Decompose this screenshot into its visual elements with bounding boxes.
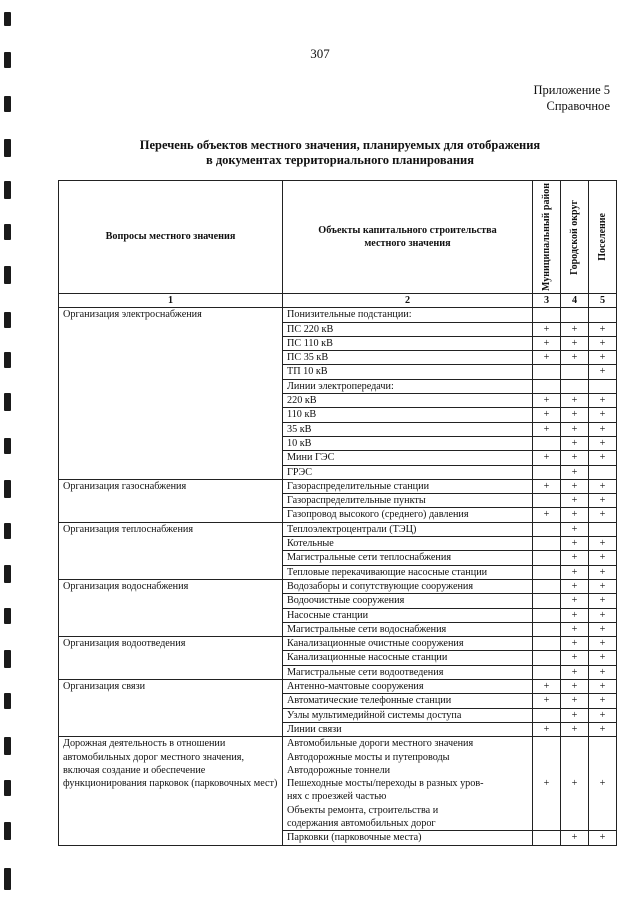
object-line: содержания автомобильных дорог (287, 817, 436, 829)
mark-cell: + (561, 651, 589, 665)
mark-cell (589, 465, 617, 479)
mark-cell: + (589, 608, 617, 622)
mark-cell (533, 622, 561, 636)
object-cell: ПС 220 кВ (283, 322, 533, 336)
mark-cell (533, 831, 561, 845)
mark-cell: + (589, 551, 617, 565)
object-cell: Тепловые перекачивающие насосные станции (283, 565, 533, 579)
mark-cell: + (589, 594, 617, 608)
mark-cell: + (589, 422, 617, 436)
mark-cell: + (561, 537, 589, 551)
mark-cell: + (589, 665, 617, 679)
object-cell: Магистральные сети теплоснабжения (283, 551, 533, 565)
mark-cell: + (589, 408, 617, 422)
object-cell: Водозаборы и сопутствующие сооружения (283, 579, 533, 593)
mark-cell: + (561, 708, 589, 722)
mark-cell (533, 522, 561, 536)
col-number: 1 (59, 294, 283, 308)
mark-cell: + (589, 651, 617, 665)
object-line: Автомобильные дороги местного значения (287, 738, 474, 750)
object-line: Пешеходные мосты/переходы в разных уров- (287, 778, 484, 790)
mark-cell: + (533, 394, 561, 408)
mark-cell: + (533, 322, 561, 336)
mark-cell: + (561, 665, 589, 679)
object-cell: Канализационные очистные сооружения (283, 637, 533, 651)
mark-cell (589, 522, 617, 536)
title-line1: Перечень объектов местного значения, планируемых для отображения (139, 138, 541, 152)
table-header-row (59, 181, 617, 294)
mark-cell: + (589, 394, 617, 408)
mark-cell: + (589, 537, 617, 551)
mark-cell: + (561, 608, 589, 622)
object-cell: 35 кВ (283, 422, 533, 436)
mark-cell: + (533, 694, 561, 708)
mark-cell: + (533, 351, 561, 365)
document-title (60, 138, 620, 168)
object-cell: ГРЭС (283, 465, 533, 479)
mark-cell: + (533, 479, 561, 493)
appendix-line2: Справочное (546, 99, 610, 113)
title-line2: в документах территориального планирования (205, 153, 475, 167)
mark-cell: + (589, 365, 617, 379)
mark-cell (533, 537, 561, 551)
object-cell: ПС 35 кВ (283, 351, 533, 365)
header-settlement: Поселение (589, 181, 617, 294)
table-row (59, 308, 617, 322)
question-cell: Организация водоотведения (59, 637, 283, 680)
mark-cell: + (589, 322, 617, 336)
table-body (59, 294, 617, 846)
mark-cell (533, 551, 561, 565)
mark-cell: + (561, 680, 589, 694)
object-cell: Линии электропередачи: (283, 379, 533, 393)
object-cell: ТП 10 кВ (283, 365, 533, 379)
header-city-district: Городской округ (561, 181, 589, 294)
mark-cell: + (561, 737, 589, 831)
mark-cell: + (589, 436, 617, 450)
mark-cell (533, 436, 561, 450)
mark-cell: + (561, 565, 589, 579)
mark-cell: + (561, 622, 589, 636)
table-row (59, 522, 617, 536)
question-cell: Организация теплоснабжения (59, 522, 283, 579)
mark-cell: + (561, 494, 589, 508)
mark-cell (533, 494, 561, 508)
column-numbers-row (59, 294, 617, 308)
col-number: 2 (283, 294, 533, 308)
header-objects: Объекты капитального строительства местного значения (283, 181, 533, 294)
appendix-line1: Приложение 5 (533, 83, 610, 97)
object-cell: 110 кВ (283, 408, 533, 422)
header-questions: Вопросы местного значения (59, 181, 283, 294)
question-cell: Дорожная деятельность в отношении автомобильных дорог местного значения, включая создание и обеспечение функционирования парковок (парковочных мест) (59, 737, 283, 845)
mark-cell: + (589, 508, 617, 522)
mark-cell: + (533, 722, 561, 736)
table-row (59, 737, 617, 831)
mark-cell (561, 379, 589, 393)
object-cell: Узлы мультимедийной системы доступа (283, 708, 533, 722)
mark-cell (561, 365, 589, 379)
mark-cell: + (589, 708, 617, 722)
mark-cell: + (533, 422, 561, 436)
mark-cell: + (589, 831, 617, 845)
mark-cell (589, 379, 617, 393)
object-cell: Понизительные подстанции: (283, 308, 533, 322)
col-number: 4 (561, 294, 589, 308)
mark-cell: + (589, 479, 617, 493)
mark-cell (533, 608, 561, 622)
object-cell: ПС 110 кВ (283, 336, 533, 350)
question-cell: Организация связи (59, 680, 283, 737)
mark-cell: + (561, 322, 589, 336)
mark-cell (533, 665, 561, 679)
mark-cell: + (561, 436, 589, 450)
object-cell: 10 кВ (283, 436, 533, 450)
binding-marks (4, 0, 12, 905)
object-line: Автодорожные мосты и путепроводы (287, 751, 450, 763)
mark-cell: + (589, 737, 617, 831)
object-cell: Водоочистные сооружения (283, 594, 533, 608)
mark-cell (533, 594, 561, 608)
mark-cell (533, 651, 561, 665)
mark-cell: + (561, 722, 589, 736)
mark-cell: + (561, 394, 589, 408)
mark-cell: + (589, 451, 617, 465)
mark-cell: + (589, 565, 617, 579)
object-cell: Теплоэлектроцентрали (ТЭЦ) (283, 522, 533, 536)
mark-cell: + (589, 637, 617, 651)
object-cell: Линии связи (283, 722, 533, 736)
mark-cell: + (533, 408, 561, 422)
object-cell: Мини ГЭС (283, 451, 533, 465)
mark-cell: + (561, 694, 589, 708)
mark-cell: + (561, 579, 589, 593)
object-cell: Магистральные сети водоснабжения (283, 622, 533, 636)
mark-cell: + (533, 508, 561, 522)
question-cell: Организация электроснабжения (59, 308, 283, 480)
mark-cell: + (561, 465, 589, 479)
mark-cell: + (533, 737, 561, 831)
mark-cell: + (561, 336, 589, 350)
header-municipal-district: Муниципальный район (533, 181, 561, 294)
object-cell (283, 737, 533, 831)
mark-cell: + (589, 336, 617, 350)
mark-cell: + (589, 722, 617, 736)
mark-cell (533, 637, 561, 651)
object-cell: Автоматические телефонные станции (283, 694, 533, 708)
mark-cell: + (561, 479, 589, 493)
mark-cell: + (533, 451, 561, 465)
mark-cell (533, 565, 561, 579)
object-cell: Канализационные насосные станции (283, 651, 533, 665)
mark-cell: + (561, 522, 589, 536)
mark-cell: + (589, 579, 617, 593)
mark-cell: + (533, 680, 561, 694)
mark-cell: + (589, 694, 617, 708)
object-cell: Магистральные сети водоотведения (283, 665, 533, 679)
object-cell: Газопровод высокого (среднего) давления (283, 508, 533, 522)
mark-cell: + (589, 494, 617, 508)
mark-cell: + (561, 831, 589, 845)
appendix-label (534, 82, 610, 114)
mark-cell (533, 379, 561, 393)
mark-cell: + (561, 551, 589, 565)
mark-cell: + (533, 336, 561, 350)
col-number: 5 (589, 294, 617, 308)
mark-cell: + (561, 637, 589, 651)
mark-cell (533, 708, 561, 722)
mark-cell: + (561, 408, 589, 422)
mark-cell (589, 308, 617, 322)
mark-cell (561, 308, 589, 322)
page-number: 307 (310, 46, 330, 61)
mark-cell: + (561, 422, 589, 436)
mark-cell: + (589, 351, 617, 365)
mark-cell (533, 365, 561, 379)
mark-cell (533, 579, 561, 593)
object-cell: Газораспределительные станции (283, 479, 533, 493)
mark-cell: + (561, 451, 589, 465)
mark-cell: + (561, 594, 589, 608)
mark-cell: + (589, 680, 617, 694)
question-cell: Организация водоснабжения (59, 579, 283, 636)
col-number: 3 (533, 294, 561, 308)
table-row (59, 637, 617, 651)
table-row (59, 479, 617, 493)
mark-cell (533, 465, 561, 479)
question-cell: Организация газоснабжения (59, 479, 283, 522)
object-line: Автодорожные тоннели (287, 764, 391, 776)
mark-cell (533, 308, 561, 322)
table-row (59, 680, 617, 694)
object-cell: Насосные станции (283, 608, 533, 622)
object-cell: Парковки (парковочные места) (283, 831, 533, 845)
mark-cell: + (589, 622, 617, 636)
object-line: Объекты ремонта, строительства и (287, 804, 439, 816)
object-cell: Газораспределительные пункты (283, 494, 533, 508)
table-row (59, 579, 617, 593)
mark-cell: + (561, 508, 589, 522)
object-line: нях с проезжей частью (287, 791, 387, 803)
object-cell: Котельные (283, 537, 533, 551)
objects-table (58, 180, 617, 846)
mark-cell: + (561, 351, 589, 365)
object-cell: 220 кВ (283, 394, 533, 408)
object-cell: Антенно-мачтовые сооружения (283, 680, 533, 694)
